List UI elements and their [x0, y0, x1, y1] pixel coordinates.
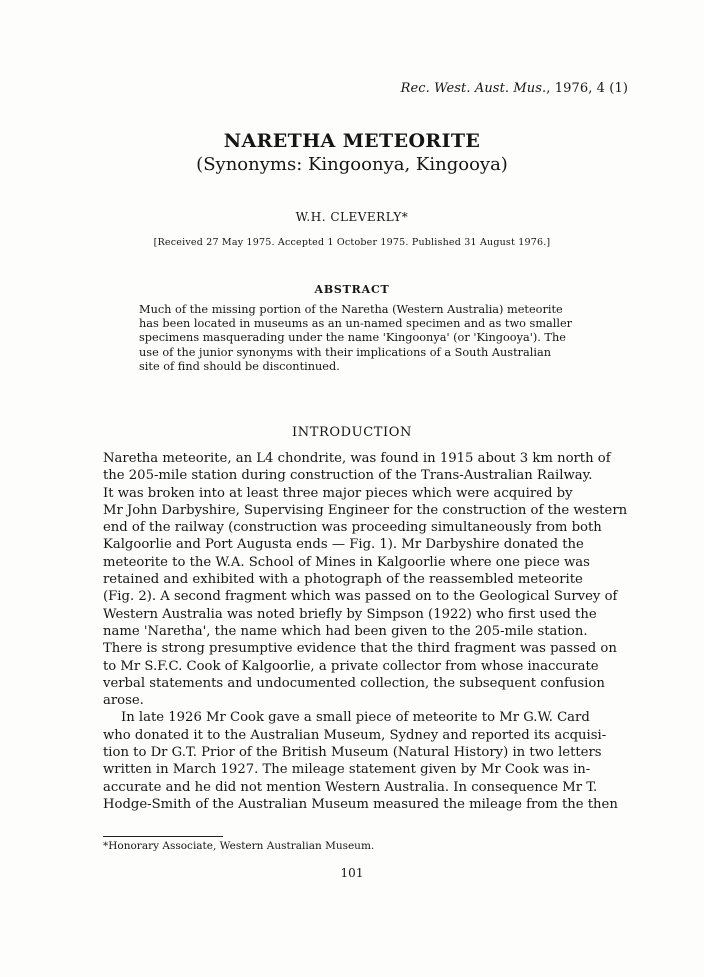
body-line: Kalgoorlie and Port Augusta ends — Fig. 1). Mr Darbyshire donated the: [103, 537, 584, 553]
body-line: the 205-mile station during construction of the Trans-Australian Railway.: [103, 468, 593, 484]
received-dates: [Received 27 May 1975. Accepted 1 October 1975. Published 31 August 1976.]: [153, 237, 551, 248]
body-line: arose.: [103, 693, 144, 709]
body-line: written in March 1927. The mileage statement given by Mr Cook was in-: [103, 762, 591, 778]
body-line: Hodge-Smith of the Australian Museum measured the mileage from the then: [103, 796, 618, 812]
body-line: retained and exhibited with a photograph of the reassembled meteorite: [103, 572, 583, 588]
body-line: meteorite to the W.A. School of Mines in Kalgoorlie where one piece was: [103, 554, 590, 570]
introduction-heading: INTRODUCTION: [292, 425, 412, 440]
abstract-body: [139, 303, 571, 374]
body-line: It was broken into at least three major pieces which were acquired by: [103, 485, 573, 501]
footnote: *Honorary Associate, Western Australian Museum.: [103, 840, 375, 852]
body-line: (Fig. 2). A second fragment which was passed on to the Geological Survey of: [103, 589, 618, 605]
journal-reference: [401, 81, 628, 96]
abstract-heading: ABSTRACT: [314, 283, 390, 296]
abstract-line: specimens masquerading under the name 'Kingoonya' (or 'Kingooya'). The: [139, 331, 566, 345]
article-title: NARETHA METEORITE: [223, 130, 481, 152]
body-line: tion to Dr G.T. Prior of the British Museum (Natural History) in two letters: [103, 745, 602, 761]
journal-volume: , 1976, 4 (1): [546, 81, 628, 96]
body-line: end of the railway (construction was proceeding simultaneously from both: [103, 520, 602, 536]
abstract-line: Much of the missing portion of the Naretha (Western Australia) meteorite: [139, 303, 563, 316]
body-line: verbal statements and undocumented collection, the subsequent confusion: [103, 675, 605, 691]
body-line: In late 1926 Mr Cook gave a small piece of meteorite to Mr G.W. Card: [121, 710, 590, 726]
body-line: name 'Naretha', the name which had been given to the 205-mile station.: [103, 623, 588, 639]
page-number: 101: [340, 866, 364, 880]
abstract-line: site of find should be discontinued.: [139, 359, 340, 373]
body-line: There is strong presumptive evidence that the third fragment was passed on: [103, 641, 617, 657]
body-line: who donated it to the Australian Museum, Sydney and reported its acquisi-: [103, 727, 607, 743]
body-line: Mr John Darbyshire, Supervising Engineer for the construction of the western: [103, 502, 628, 518]
author-name: W.H. CLEVERLY*: [295, 210, 409, 224]
abstract-line: has been located in museums as an un-named specimen and as two smaller: [139, 317, 573, 331]
body-line: to Mr S.F.C. Cook of Kalgoorlie, a private collector from whose inaccurate: [103, 658, 599, 674]
article-subtitle: (Synonyms: Kingoonya, Kingooya): [196, 154, 508, 175]
abstract-line: use of the junior synonyms with their implications of a South Australian: [139, 345, 552, 359]
introduction-body: [103, 450, 628, 813]
body-line: Naretha meteorite, an L4 chondrite, was found in 1915 about 3 km north of: [103, 451, 611, 466]
journal-name: Rec. West. Aust. Mus.: [400, 81, 547, 96]
footnote-divider: [103, 836, 223, 837]
body-line: Western Australia was noted briefly by Simpson (1922) who first used the: [103, 606, 597, 622]
body-line: accurate and he did not mention Western Australia. In consequence Mr T.: [103, 779, 598, 795]
